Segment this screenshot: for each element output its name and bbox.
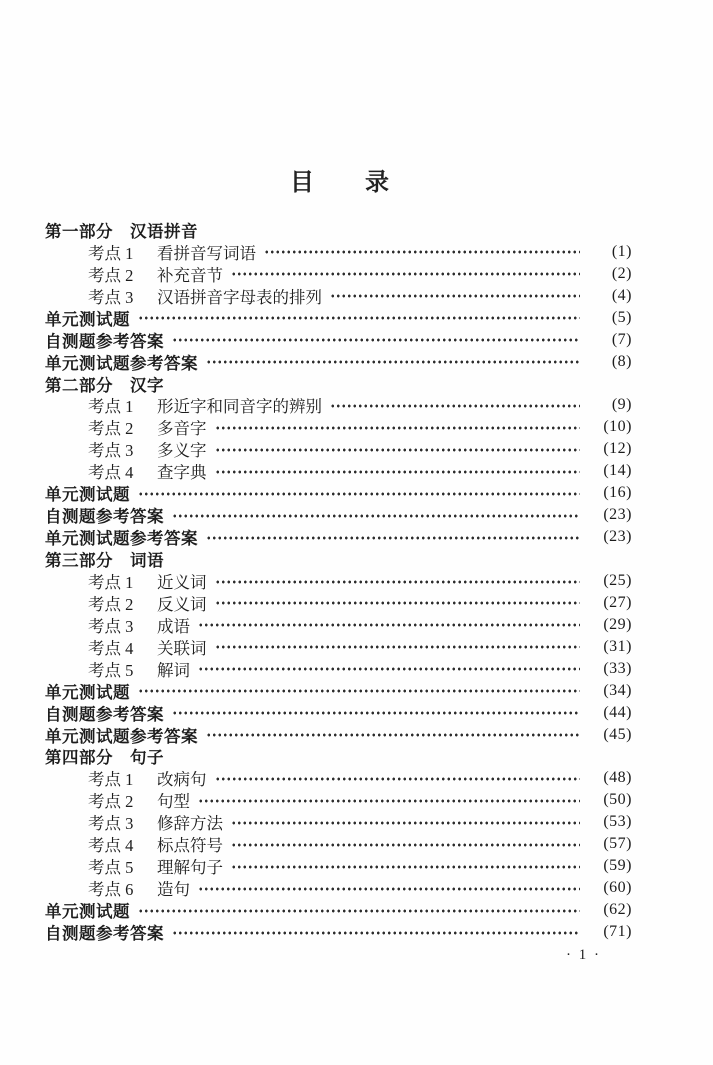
item-label: 考点 2: [88, 594, 134, 614]
toc-section-heading: [45, 373, 632, 395]
page-number: (57): [603, 835, 632, 853]
page-number: (33): [603, 659, 632, 677]
item-label: 考点 1: [88, 572, 134, 592]
row-title: 单元测试题参考答案: [45, 530, 198, 549]
dot-leader: [215, 570, 581, 592]
page-number: (1): [611, 242, 632, 260]
page-number: (45): [603, 725, 632, 743]
toc-section-heading: [45, 548, 632, 570]
row-title: 近义词: [157, 572, 207, 592]
dot-leader: [138, 482, 580, 504]
page-number: (10): [603, 418, 632, 436]
page-number: (34): [603, 681, 632, 699]
row-title: 造句: [157, 880, 190, 900]
dot-leader: [215, 460, 581, 482]
toc-row: [45, 811, 632, 833]
dot-leader: [231, 263, 580, 285]
toc-row: [45, 526, 632, 548]
row-title: 理解句子: [157, 858, 223, 878]
dot-leader: [231, 833, 580, 855]
page-number: (48): [603, 769, 632, 787]
page-number: (53): [603, 813, 632, 831]
dot-leader: [215, 636, 581, 658]
row-title: 看拼音写词语: [157, 243, 256, 263]
dot-leader: [172, 921, 580, 943]
page-number: (8): [611, 352, 632, 370]
page-number: (23): [603, 506, 632, 524]
item-label: 考点 4: [88, 463, 134, 483]
toc-row: [45, 570, 632, 592]
row-title: 标点符号: [157, 836, 223, 856]
page-number: (12): [603, 440, 632, 458]
row-title: 单元测试题: [45, 310, 130, 329]
row-title: 单元测试题: [45, 903, 130, 922]
row-title: 汉语拼音字母表的排列: [157, 287, 322, 307]
toc-row: [45, 592, 632, 614]
row-title: 自测题参考答案: [45, 508, 164, 527]
dot-leader: [198, 614, 580, 636]
dot-leader: [264, 241, 580, 263]
row-title: 自测题参考答案: [45, 332, 164, 351]
page-number: (59): [603, 857, 632, 875]
dot-leader: [206, 724, 580, 746]
toc-row: [45, 877, 632, 899]
row-title: 单元测试题: [45, 683, 130, 702]
row-title: 反义词: [157, 594, 207, 614]
folio-number: · 1 ·: [566, 947, 601, 963]
dot-leader: [172, 504, 580, 526]
dot-leader: [172, 702, 580, 724]
toc-row: [45, 351, 632, 373]
toc-row: [45, 724, 632, 746]
page-number: (2): [611, 264, 632, 282]
item-label: 考点 6: [88, 880, 134, 900]
item-label: 考点 5: [88, 660, 134, 680]
row-title: 多音字: [157, 419, 207, 439]
dot-leader: [198, 658, 580, 680]
page-number: (9): [611, 396, 632, 414]
dot-leader: [138, 307, 580, 329]
dot-leader: [138, 899, 580, 921]
page-number: (31): [603, 637, 632, 655]
item-label: 考点 5: [88, 858, 134, 878]
section-heading-text: 第一部分 汉语拼音: [45, 222, 198, 241]
item-label: 考点 2: [88, 265, 134, 285]
dot-leader: [138, 680, 580, 702]
dot-leader: [206, 351, 580, 373]
page-number: (60): [603, 879, 632, 897]
row-title: 句型: [157, 792, 190, 812]
dot-leader: [215, 592, 581, 614]
page-number: (5): [611, 308, 632, 326]
row-title: 单元测试题: [45, 486, 130, 505]
page-number: (27): [603, 593, 632, 611]
page-number: (62): [603, 901, 632, 919]
item-label: 考点 3: [88, 616, 134, 636]
dot-leader: [231, 855, 580, 877]
item-label: 考点 4: [88, 836, 134, 856]
dot-leader: [172, 329, 580, 351]
toc-row: [45, 329, 632, 351]
toc-row: [45, 855, 632, 877]
row-title: 解词: [157, 660, 190, 680]
page-number: (4): [611, 286, 632, 304]
toc-row: [45, 416, 632, 438]
item-label: 考点 4: [88, 638, 134, 658]
toc-section-heading: [45, 746, 632, 768]
toc-row: [45, 767, 632, 789]
row-title: 查字典: [157, 463, 207, 483]
page-number: (71): [603, 922, 632, 940]
section-heading-text: 第二部分 汉字: [45, 376, 164, 395]
row-title: 形近字和同音字的辨别: [157, 397, 322, 417]
toc-row: [45, 899, 632, 921]
row-title: 关联词: [157, 638, 207, 658]
row-title: 成语: [157, 616, 190, 636]
row-title: 补充音节: [157, 265, 223, 285]
toc-row: [45, 285, 632, 307]
toc-list: [45, 219, 632, 943]
toc-row: [45, 614, 632, 636]
dot-leader: [231, 811, 580, 833]
page-number: (16): [603, 484, 632, 502]
item-label: 考点 3: [88, 441, 134, 461]
toc-row: [45, 241, 632, 263]
row-title: 单元测试题参考答案: [45, 354, 198, 373]
dot-leader: [215, 767, 581, 789]
toc-row: [45, 833, 632, 855]
dot-leader: [215, 416, 581, 438]
item-label: 考点 2: [88, 792, 134, 812]
toc-row: [45, 307, 632, 329]
dot-leader: [330, 285, 580, 307]
dot-leader: [198, 789, 580, 811]
page-title: 目 录: [290, 170, 390, 196]
item-label: 考点 2: [88, 419, 134, 439]
dot-leader: [206, 526, 580, 548]
section-heading-text: 第四部分 句子: [45, 749, 164, 768]
page-number: (7): [611, 330, 632, 348]
page-number: (23): [603, 528, 632, 546]
item-label: 考点 3: [88, 814, 134, 834]
item-label: 考点 1: [88, 397, 134, 417]
row-title: 改病句: [157, 770, 207, 790]
toc-row: [45, 460, 632, 482]
item-label: 考点 1: [88, 770, 134, 790]
toc-row: [45, 658, 632, 680]
dot-leader: [215, 438, 581, 460]
toc-row: [45, 438, 632, 460]
item-label: 考点 3: [88, 287, 134, 307]
row-title: 修辞方法: [157, 814, 223, 834]
page-number: (25): [603, 571, 632, 589]
toc-row: [45, 263, 632, 285]
toc-row: [45, 680, 632, 702]
item-label: 考点 1: [88, 243, 134, 263]
toc-row: [45, 395, 632, 417]
row-title: 单元测试题参考答案: [45, 727, 198, 746]
toc-section-heading: [45, 219, 632, 241]
page-number: (14): [603, 462, 632, 480]
row-title: 自测题参考答案: [45, 924, 164, 943]
page-number: (50): [603, 791, 632, 809]
page-number: (29): [603, 615, 632, 633]
toc-row: [45, 482, 632, 504]
page-number: (44): [603, 703, 632, 721]
toc-row: [45, 702, 632, 724]
row-title: 多义字: [157, 441, 207, 461]
toc-row: [45, 921, 632, 943]
section-heading-text: 第三部分 词语: [45, 552, 164, 571]
toc-row: [45, 504, 632, 526]
toc-row: [45, 636, 632, 658]
dot-leader: [330, 395, 580, 417]
row-title: 自测题参考答案: [45, 705, 164, 724]
dot-leader: [198, 877, 580, 899]
toc-row: [45, 789, 632, 811]
